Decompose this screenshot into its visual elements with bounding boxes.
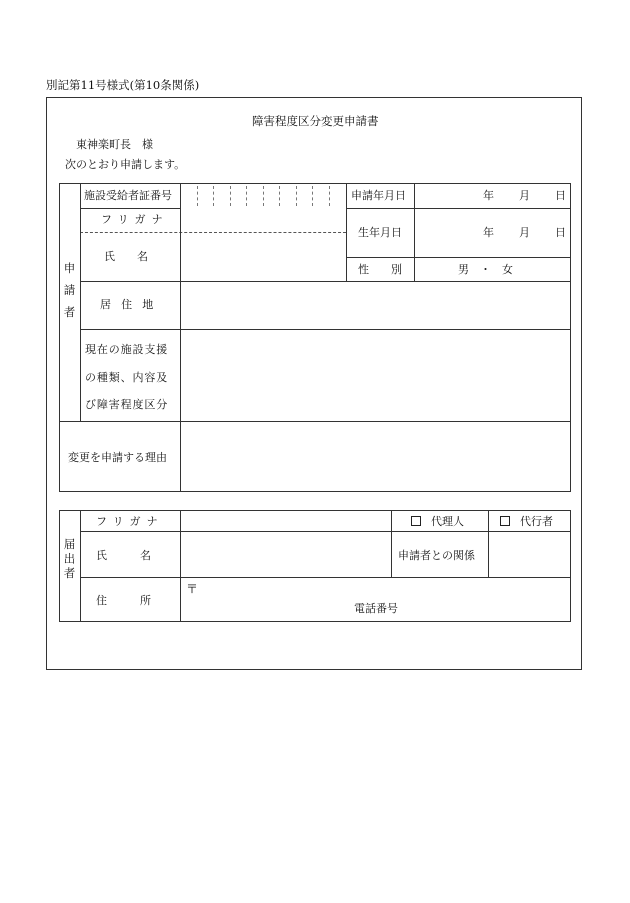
relation-label: 申請者との関係 bbox=[398, 549, 475, 562]
name-field[interactable] bbox=[182, 234, 345, 280]
postal-mark: 〒 bbox=[186, 582, 199, 596]
notifier-address-field[interactable] bbox=[200, 579, 568, 599]
support-field[interactable] bbox=[182, 331, 570, 420]
birth-year-unit: 年 bbox=[483, 226, 494, 239]
reason-field[interactable] bbox=[182, 423, 570, 490]
form-number: 別記第11号様式(第10条関係) bbox=[46, 78, 200, 92]
application-day-unit: 日 bbox=[555, 189, 566, 202]
notifier-name-label: 氏 名 bbox=[96, 549, 151, 562]
application-date-label: 申請年月日 bbox=[351, 189, 406, 202]
furigana-label: フリガナ bbox=[101, 213, 169, 226]
form-title: 障害程度区分変更申請書 bbox=[252, 114, 379, 128]
proxy-label: 代行者 bbox=[520, 515, 553, 528]
notifier-section-label: 届出者 bbox=[62, 538, 77, 582]
applicant-section-label: 申請者 bbox=[62, 262, 77, 328]
name-label: 氏 名 bbox=[104, 250, 148, 263]
agent-checkbox-icon[interactable] bbox=[411, 516, 421, 526]
address-field[interactable] bbox=[182, 283, 570, 328]
notifier-name-field[interactable] bbox=[182, 533, 390, 576]
support-label-line3: び障害程度区分 bbox=[85, 398, 169, 411]
application-year-unit: 年 bbox=[483, 189, 494, 202]
notifier-furigana-label: フリガナ bbox=[96, 515, 164, 528]
notifier-furigana-field[interactable] bbox=[182, 512, 390, 530]
agent-option[interactable] bbox=[411, 516, 464, 527]
relation-field[interactable] bbox=[490, 533, 569, 576]
support-label-line2: の種類、内容及 bbox=[85, 371, 169, 384]
agent-label: 代理人 bbox=[431, 515, 464, 528]
birth-day-unit: 日 bbox=[555, 226, 566, 239]
birth-date-label: 生年月日 bbox=[358, 226, 402, 239]
application-month-unit: 月 bbox=[519, 189, 530, 202]
addressee: 東神楽町長 様 bbox=[76, 138, 153, 151]
proxy-checkbox-icon[interactable] bbox=[500, 516, 510, 526]
notifier-address-label: 住 所 bbox=[96, 594, 151, 607]
phone-label: 電話番号 bbox=[354, 602, 398, 615]
address-label: 居 住 地 bbox=[100, 298, 157, 311]
cert-number-label: 施設受給者証番号 bbox=[84, 189, 172, 202]
sex-options[interactable]: 男 ・ 女 bbox=[458, 263, 513, 276]
birth-month-unit: 月 bbox=[519, 226, 530, 239]
furigana-field[interactable] bbox=[182, 210, 345, 231]
support-label-line1: 現在の施設支援 bbox=[85, 343, 169, 356]
cert-number-field[interactable] bbox=[182, 185, 345, 207]
reason-label: 変更を申請する理由 bbox=[68, 451, 167, 464]
sex-label: 性 別 bbox=[358, 263, 402, 276]
intro-text: 次のとおり申請します。 bbox=[65, 158, 186, 171]
proxy-option[interactable] bbox=[500, 516, 553, 527]
